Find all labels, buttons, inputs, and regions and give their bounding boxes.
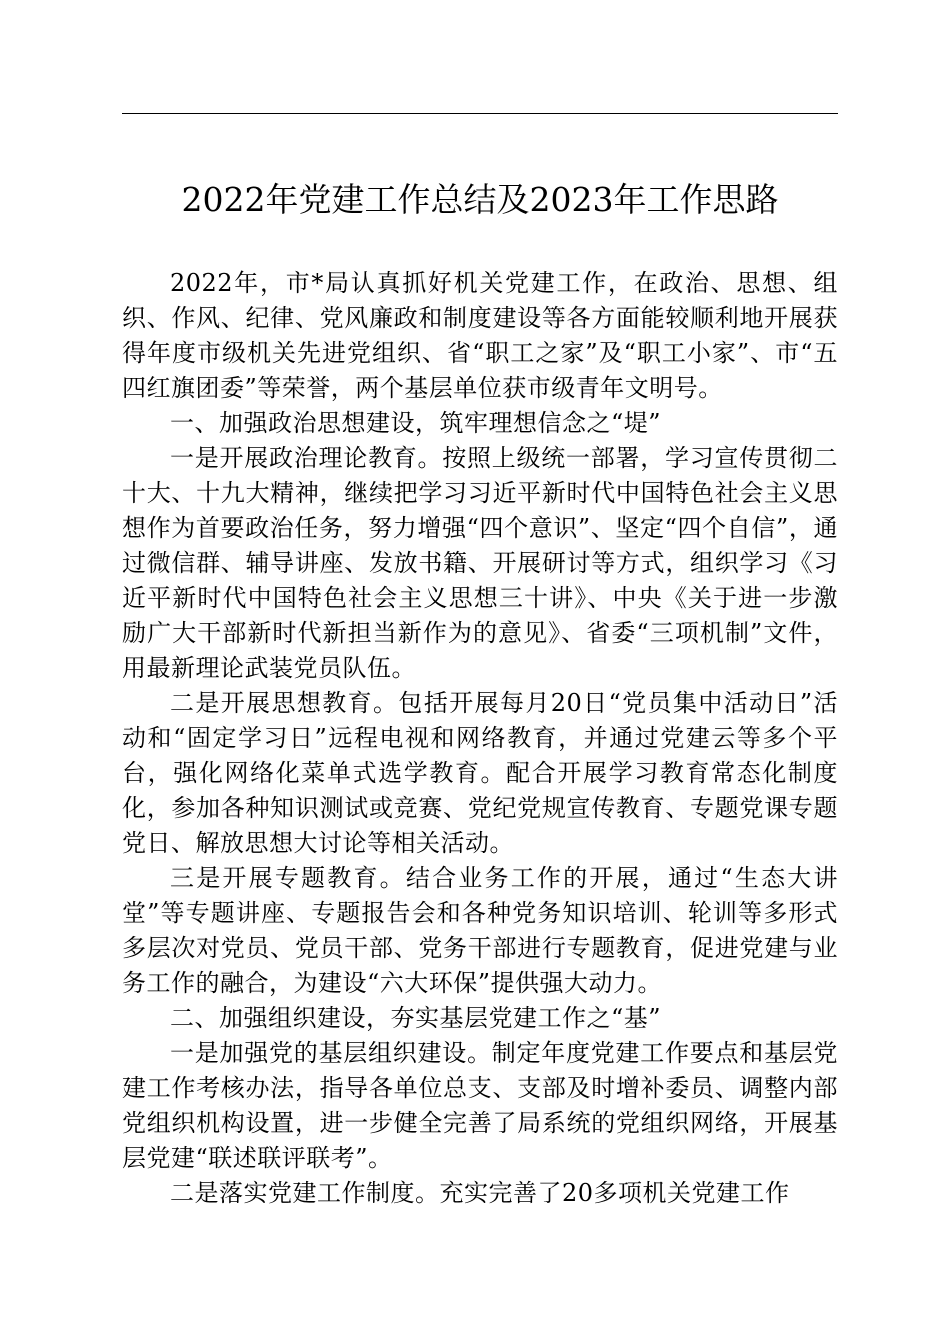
paragraph-theory-education: 一是开展政治理论教育。按照上级统一部署，学习宣传贯彻二十大、十九大精神，继续把学习习近平新时代中国特色社会主义思想作为首要政治任务，努力增强“四个意识”、坚定“四个自信”，通过微信群、辅导讲座、发放书籍、开展研讨等方式，组织学习《习近平新时代中国特色社会主义思想三十讲》、中央《关于进一步激励广大干部新时代新担当新作为的意见》、省委“三项机制”文件，用最新理论武装党员队伍。 (122, 444, 838, 682)
section-heading-2: 二、加强组织建设，夯实基层党建工作之“基” (170, 1004, 662, 1032)
header-rule (122, 113, 838, 114)
paragraph-work-system: 二是落实党建工作制度。充实完善了20多项机关党建工作 (170, 1179, 790, 1207)
section-heading-1: 一、加强政治思想建设，筑牢理想信念之“堤” (170, 409, 662, 437)
paragraph-special-education: 三是开展专题教育。结合业务工作的开展，通过“生态大讲堂”等专题讲座、专题报告会和各种党务知识培训、轮训等多形式多层次对党员、党员干部、党务干部进行专题教育，促进党建与业务工作的融合，为建设“六大环保”提供强大动力。 (122, 864, 838, 997)
document-title: 2022年党建工作总结及2023年工作思路 (181, 180, 779, 219)
paragraph-grassroots-organization: 一是加强党的基层组织建设。制定年度党建工作要点和基层党建工作考核办法，指导各单位总支、支部及时增补委员、调整内部党组织机构设置，进一步健全完善了局系统的党组织网络，开展基层党建“联述联评联考”。 (122, 1039, 838, 1172)
document-body (122, 266, 838, 1211)
paragraph-ideological-education: 二是开展思想教育。包括开展每月20日“党员集中活动日”活动和“固定学习日”远程电视和网络教育，并通过党建云等多个平台，强化网络化菜单式选学教育。配合开展学习教育常态化制度化，参加各种知识测试或竞赛、党纪党规宣传教育、专题党课专题党日、解放思想大讨论等相关活动。 (122, 689, 838, 857)
paragraph-intro: 2022年，市*局认真抓好机关党建工作，在政治、思想、组织、作风、纪律、党风廉政和制度建设等各方面能较顺利地开展获得年度市级机关先进党组织、省“职工之家”及“职工小家”、市“五四红旗团委”等荣誉，两个基层单位获市级青年文明号。 (122, 269, 838, 402)
